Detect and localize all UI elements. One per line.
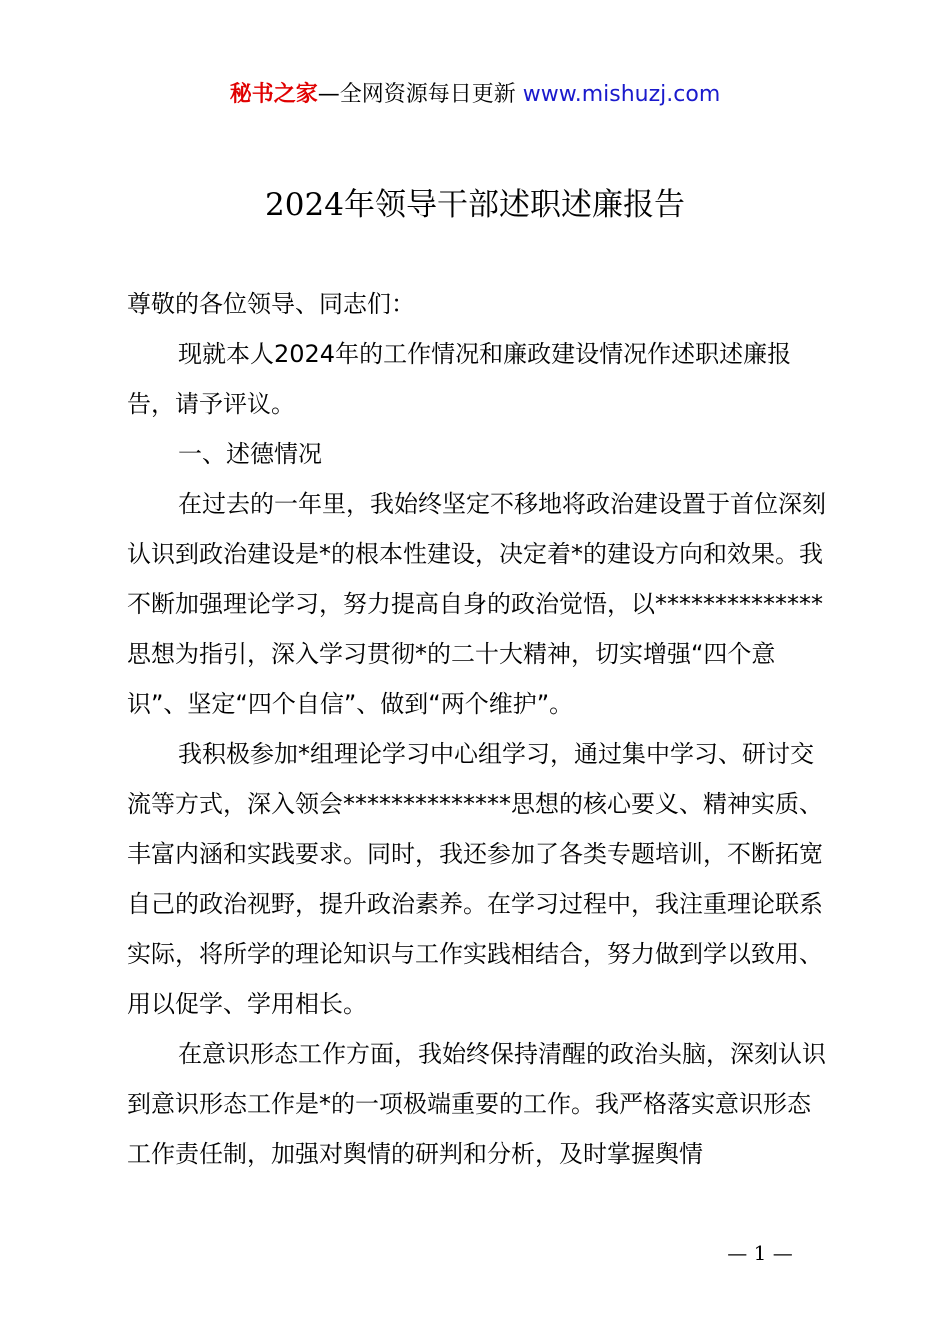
site-slogan: —全网资源每日更新: [317, 82, 516, 107]
greeting: 尊敬的各位领导、同志们：: [127, 290, 415, 318]
document-title: 2024年领导干部述职述廉报告: [265, 187, 685, 223]
site-header: [0, 78, 950, 112]
site-url[interactable]: www.mishuzj.com: [522, 82, 721, 107]
document-body: [127, 279, 832, 1179]
paragraph: 我积极参加*组理论学习中心组学习，通过集中学习、研讨交流等方式，深入领会**************思想的核心要义、精神实质、丰富内涵和实践要求。同时，我还参加了各类专题培训，不断拓宽自己的政治视野，提升政治素养。在学习过程中，我注重理论联系实际，将所学的理论知识与工作实践相结合，努力做到学以致用、用以促学、学用相长。: [127, 740, 823, 1018]
site-brand: 秘书之家: [229, 82, 318, 107]
page-number: — 1 —: [727, 1241, 793, 1265]
paragraph-intro: 现就本人2024年的工作情况和廉政建设情况作述职述廉报告，请予评议。: [127, 340, 792, 418]
paragraph: 在意识形态工作方面，我始终保持清醒的政治头脑，深刻认识到意识形态工作是*的一项极端重要的工作。我严格落实意识形态工作责任制，加强对舆情的研判和分析，及时掌握舆情: [127, 1040, 826, 1168]
section-heading: 一、述德情况: [178, 440, 322, 468]
paragraph: 在过去的一年里，我始终坚定不移地将政治建设置于首位深刻认识到政治建设是*的根本性建设，决定着*的建设方向和效果。我不断加强理论学习，努力提高自身的政治觉悟，以**************思想为指引，深入学习贯彻*的二十大精神，切实增强“四个意识”、坚定“四个自信”、做到“两个维护”。: [127, 490, 826, 718]
